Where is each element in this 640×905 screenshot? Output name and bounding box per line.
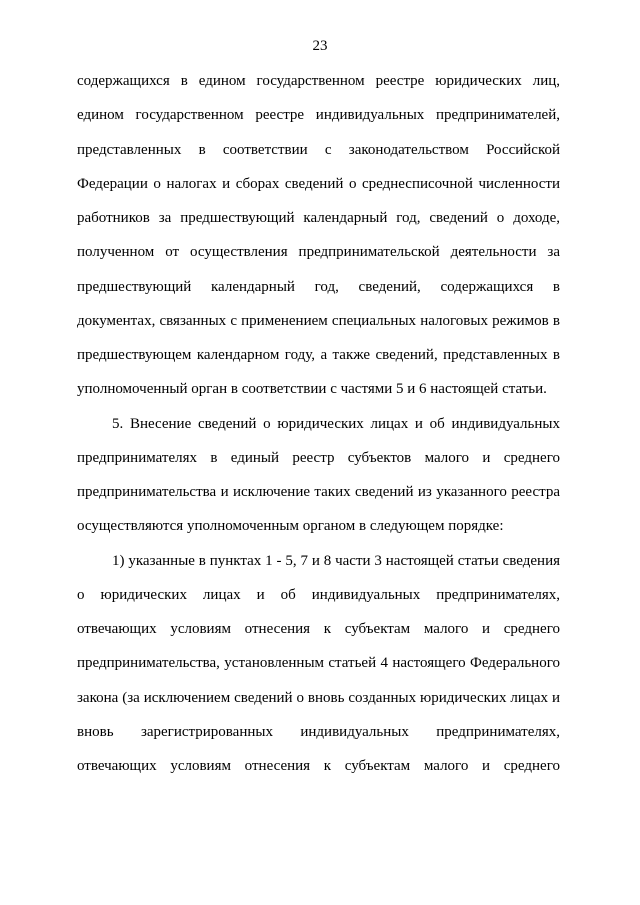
text-line: представленных в соответствии с законодательством Российской bbox=[77, 141, 560, 158]
text-line: вновь зарегистрированных индивидуальных предпринимателях, bbox=[77, 723, 560, 740]
text-line: предшествующем календарном году, а также сведений, представленных в bbox=[77, 347, 560, 363]
paragraph-section-5 bbox=[77, 414, 560, 551]
text-line: о юридических лицах и об индивидуальных предпринимателях, bbox=[77, 586, 560, 603]
text-line: 1) указанные в пунктах 1 - 5, 7 и 8 части 3 настоящей статьи сведения bbox=[112, 552, 560, 569]
text-line: предшествующий календарный год, сведений, содержащихся в bbox=[77, 278, 560, 295]
text-line: 5. Внесение сведений о юридических лицах и об индивидуальных bbox=[112, 415, 560, 432]
text-line: едином государственном реестре индивидуальных предпринимателей, bbox=[77, 107, 560, 124]
text-line: Федерации о налогах и сборах сведений о среднесписочной численности bbox=[77, 175, 560, 192]
text-line: содержащихся в едином государственном реестре юридических лиц, bbox=[77, 73, 560, 89]
text-line: полученном от осуществления предпринимательской деятельности за bbox=[77, 244, 560, 261]
paragraph-continuation bbox=[77, 71, 560, 414]
document-body bbox=[77, 71, 560, 790]
text-line: закона (за исключением сведений о вновь созданных юридических лицах и bbox=[77, 689, 560, 706]
text-line: осуществляются уполномоченным органом в следующем порядке: bbox=[77, 518, 504, 535]
text-line: уполномоченный орган в соответствии с частями 5 и 6 настоящей статьи. bbox=[77, 381, 547, 398]
page-number: 23 bbox=[312, 38, 328, 54]
text-line: работников за предшествующий календарный год, сведений о доходе, bbox=[77, 210, 560, 226]
text-line: отвечающих условиям отнесения к субъектам малого и среднего bbox=[77, 621, 560, 637]
text-line: отвечающих условиям отнесения к субъектам малого и среднего bbox=[77, 758, 560, 774]
text-line: предпринимательства, установленным статьей 4 настоящего Федерального bbox=[77, 655, 560, 672]
text-line: предпринимателях в единый реестр субъектов малого и среднего bbox=[77, 449, 560, 466]
text-line: документах, связанных с применением специальных налоговых режимов в bbox=[77, 312, 560, 329]
text-line: предпринимательства и исключение таких сведений из указанного реестра bbox=[77, 484, 560, 500]
paragraph-subitem-1 bbox=[77, 551, 560, 791]
